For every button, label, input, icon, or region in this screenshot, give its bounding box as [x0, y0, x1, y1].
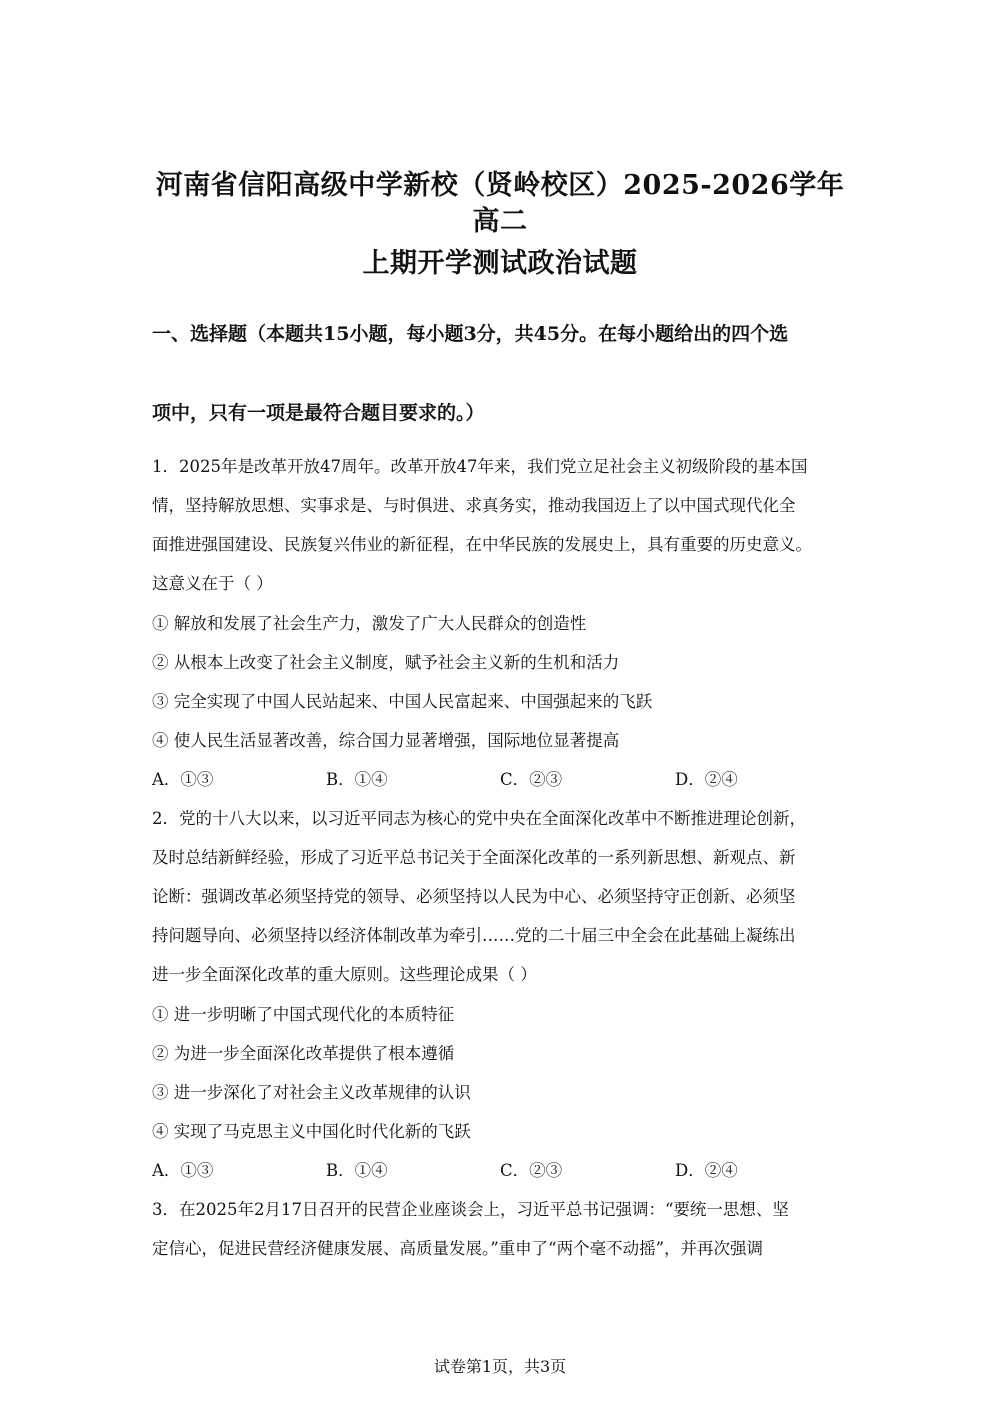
- question-2-statement: ④ 实现了马克思主义中国化时代化新的飞跃: [152, 1122, 471, 1141]
- option-a[interactable]: A．①③: [152, 770, 214, 789]
- question-1-statement: ① 解放和发展了社会生产力，激发了广大人民群众的创造性: [152, 614, 587, 633]
- question-1-text-line: 情，坚持解放思想、实事求是、与时俱进、求真务实，推动我国迈上了以中国式现代化全: [152, 496, 796, 515]
- question-1-text-line: 面推进强国建设、民族复兴伟业的新征程，在中华民族的发展史上，具有重要的历史意义。: [152, 535, 812, 554]
- exam-title-line-1: 河南省信阳高级中学新校（贤岭校区）2025-2026学年高二: [155, 170, 845, 237]
- question-1-statement: ② 从根本上改变了社会主义制度，赋予社会主义新的生机和活力: [152, 653, 620, 672]
- question-1-text-line: 这意义在于（ ）: [152, 574, 273, 593]
- question-2-text-line: 进一步全面深化改革的重大原则。这些理论成果（ ）: [152, 965, 537, 984]
- question-2-statement: ② 为进一步全面深化改革提供了根本遵循: [152, 1044, 455, 1063]
- section-heading-line-2: 项中，只有一项是最符合题目要求的。）: [152, 402, 485, 424]
- question-3-text-line: 定信心，促进民营经济健康发展、高质量发展。”重申了“两个毫不动摇”，并再次强调: [152, 1239, 764, 1258]
- exam-title-line-2: 上期开学测试政治试题: [362, 248, 638, 279]
- option-c[interactable]: C．②③: [500, 1161, 563, 1180]
- question-1-text-line: 1．2025年是改革开放47周年。改革开放47年来，我们党立足社会主义初级阶段的基本国: [152, 457, 808, 476]
- question-2-statement: ③ 进一步深化了对社会主义改革规律的认识: [152, 1083, 471, 1102]
- question-3-text-line: 3．在2025年2月17日召开的民营企业座谈会上，习近平总书记强调：“要统一思想、坚: [152, 1200, 789, 1219]
- option-d[interactable]: D．②④: [675, 1161, 738, 1180]
- option-d[interactable]: D．②④: [675, 770, 738, 789]
- section-heading-line-1: 一、选择题（本题共15小题，每小题3分，共45分。在每小题给出的四个选: [152, 323, 789, 345]
- question-2-text-line: 及时总结新鲜经验，形成了习近平总书记关于全面深化改革的一系列新思想、新观点、新: [152, 848, 796, 867]
- question-1-statement: ③ 完全实现了中国人民站起来、中国人民富起来、中国强起来的飞跃: [152, 692, 653, 711]
- option-a[interactable]: A．①③: [152, 1161, 214, 1180]
- option-b[interactable]: B．①④: [326, 1161, 388, 1180]
- question-2-text-line: 论断：强调改革必须坚持党的领导、必须坚持以人民为中心、必须坚持守正创新、必须坚: [152, 887, 796, 906]
- question-1-options: [152, 769, 852, 791]
- question-2-options: [152, 1160, 852, 1182]
- option-b[interactable]: B．①④: [326, 770, 388, 789]
- option-c[interactable]: C．②③: [500, 770, 563, 789]
- question-2-statement: ① 进一步明晰了中国式现代化的本质特征: [152, 1005, 455, 1024]
- question-1-statement: ④ 使人民生活显著改善，综合国力显著增强，国际地位显著提高: [152, 731, 620, 750]
- question-2-text-line: 持问题导向、必须坚持以经济体制改革为牵引……党的二十届三中全会在此基础上凝练出: [152, 926, 796, 945]
- page-footer: 试卷第1页，共3页: [433, 1357, 567, 1376]
- question-2-text-line: 2．党的十八大以来，以习近平同志为核心的党中央在全面深化改革中不断推进理论创新，: [152, 809, 806, 828]
